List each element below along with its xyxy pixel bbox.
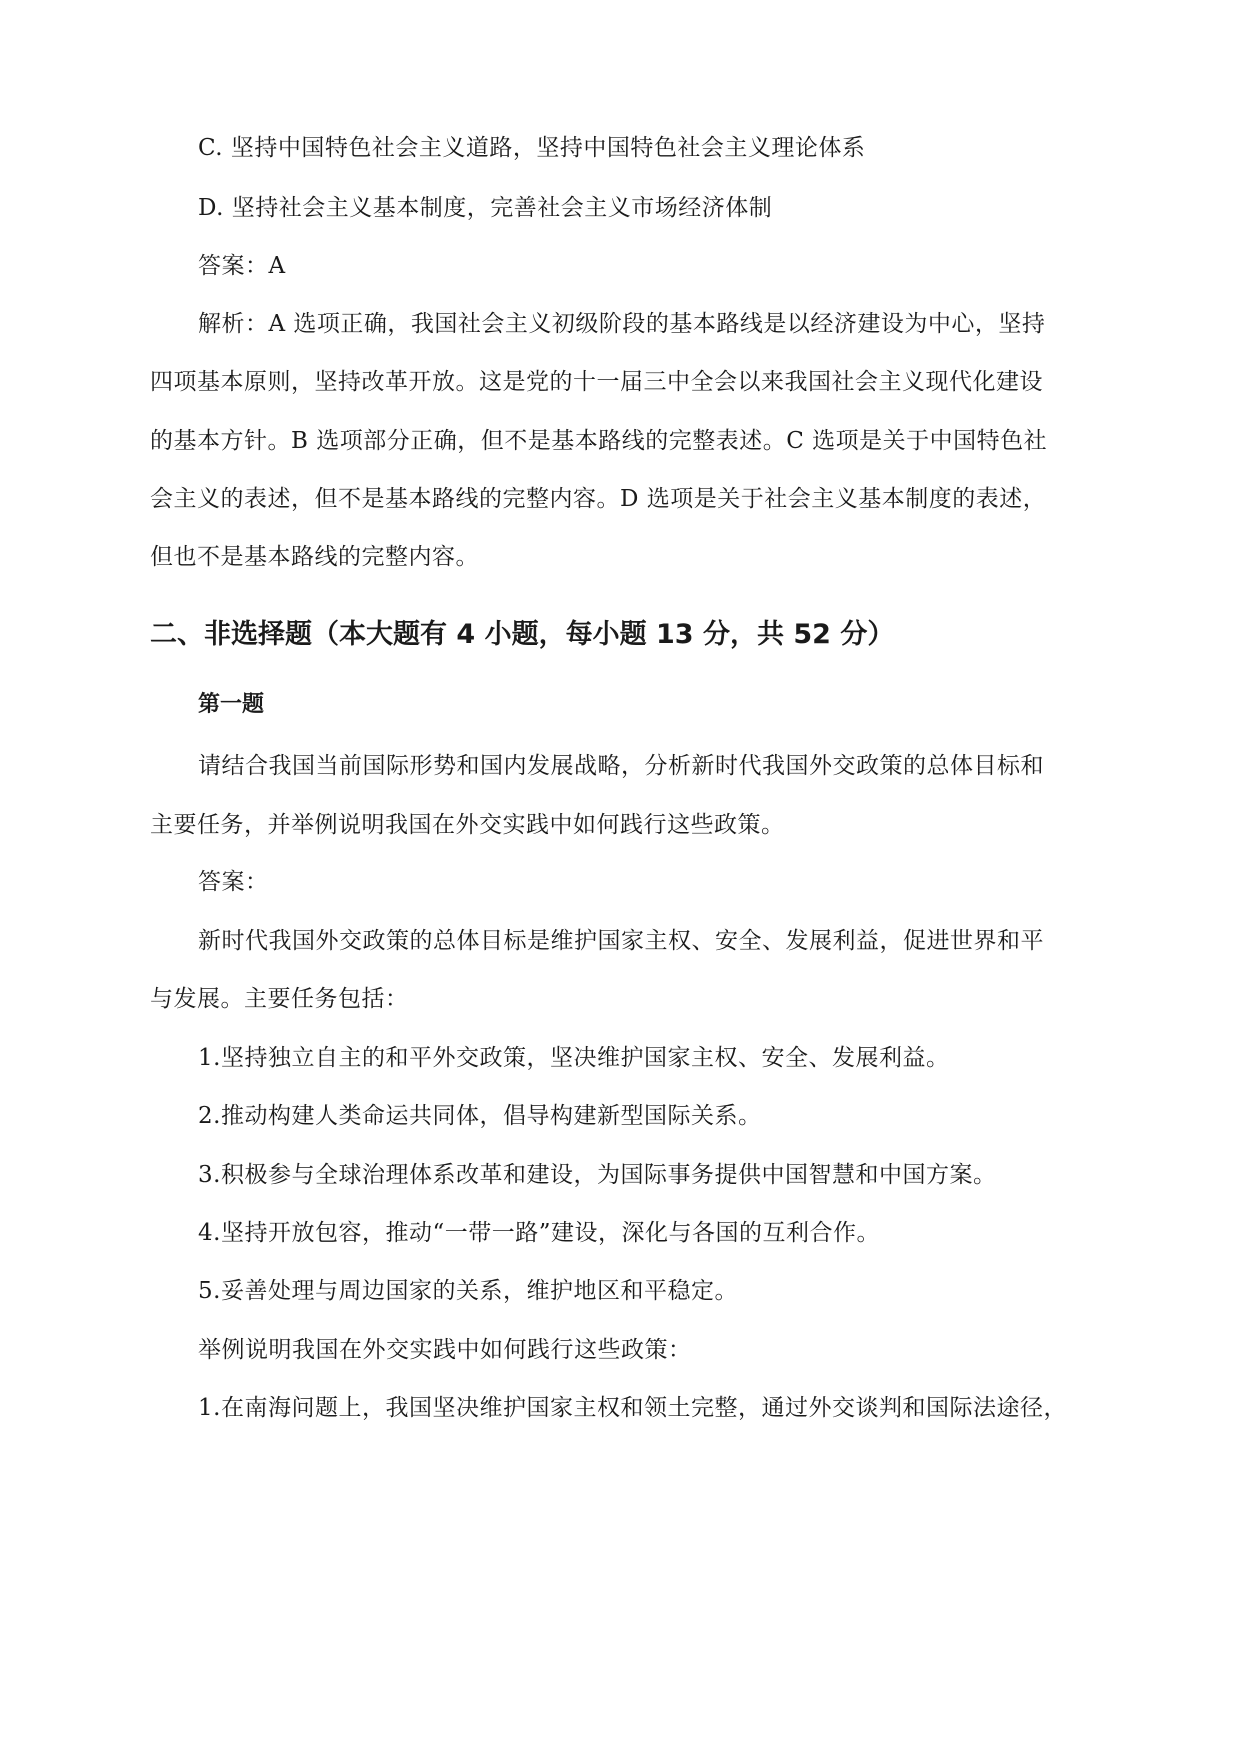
question-title: 第一题 bbox=[198, 692, 265, 717]
example-item: 1.在南海问题上，我国坚决维护国家主权和领土完整，通过外交谈判和国际法途径， bbox=[198, 1395, 1067, 1421]
option-c: C. 坚持中国特色社会主义道路，坚持中国特色社会主义理论体系 bbox=[198, 135, 866, 161]
question-line: 请结合我国当前国际形势和国内发展战略，分析新时代我国外交政策的总体目标和 bbox=[198, 753, 1044, 779]
analysis-line: 解析：A 选项正确，我国社会主义初级阶段的基本路线是以经济建设为中心，坚持 bbox=[198, 311, 1046, 337]
analysis-line: 会主义的表述，但不是基本路线的完整内容。D 选项是关于社会主义基本制度的表述， bbox=[150, 486, 1047, 512]
goal-line: 新时代我国外交政策的总体目标是维护国家主权、安全、发展利益，促进世界和平 bbox=[198, 928, 1044, 954]
task-item: 1.坚持独立自主的和平外交政策，坚决维护国家主权、安全、发展利益。 bbox=[198, 1045, 950, 1071]
question-line: 主要任务，并举例说明我国在外交实践中如何践行这些政策。 bbox=[150, 812, 785, 838]
task-item: 2.推动构建人类命运共同体，倡导构建新型国际关系。 bbox=[198, 1103, 762, 1129]
answer-label: 答案： bbox=[198, 869, 269, 895]
analysis-line: 但也不是基本路线的完整内容。 bbox=[150, 544, 479, 570]
mc-answer: 答案：A bbox=[198, 253, 286, 279]
task-item: 4.坚持开放包容，推动“一带一路”建设，深化与各国的互利合作。 bbox=[198, 1220, 880, 1246]
option-d: D. 坚持社会主义基本制度，完善社会主义市场经济体制 bbox=[198, 195, 773, 221]
task-item: 3.积极参与全球治理体系改革和建设，为国际事务提供中国智慧和中国方案。 bbox=[198, 1162, 997, 1188]
section-heading: 二、非选择题（本大题有 4 小题，每小题 13 分，共 52 分） bbox=[150, 619, 895, 650]
analysis-line: 的基本方针。B 选项部分正确，但不是基本路线的完整表述。C 选项是关于中国特色社 bbox=[150, 428, 1048, 454]
task-item: 5.妥善处理与周边国家的关系，维护地区和平稳定。 bbox=[198, 1278, 738, 1304]
analysis-line: 四项基本原则，坚持改革开放。这是党的十一届三中全会以来我国社会主义现代化建设 bbox=[150, 369, 1043, 395]
example-intro: 举例说明我国在外交实践中如何践行这些政策： bbox=[198, 1337, 692, 1363]
goal-line: 与发展。主要任务包括： bbox=[150, 986, 409, 1012]
